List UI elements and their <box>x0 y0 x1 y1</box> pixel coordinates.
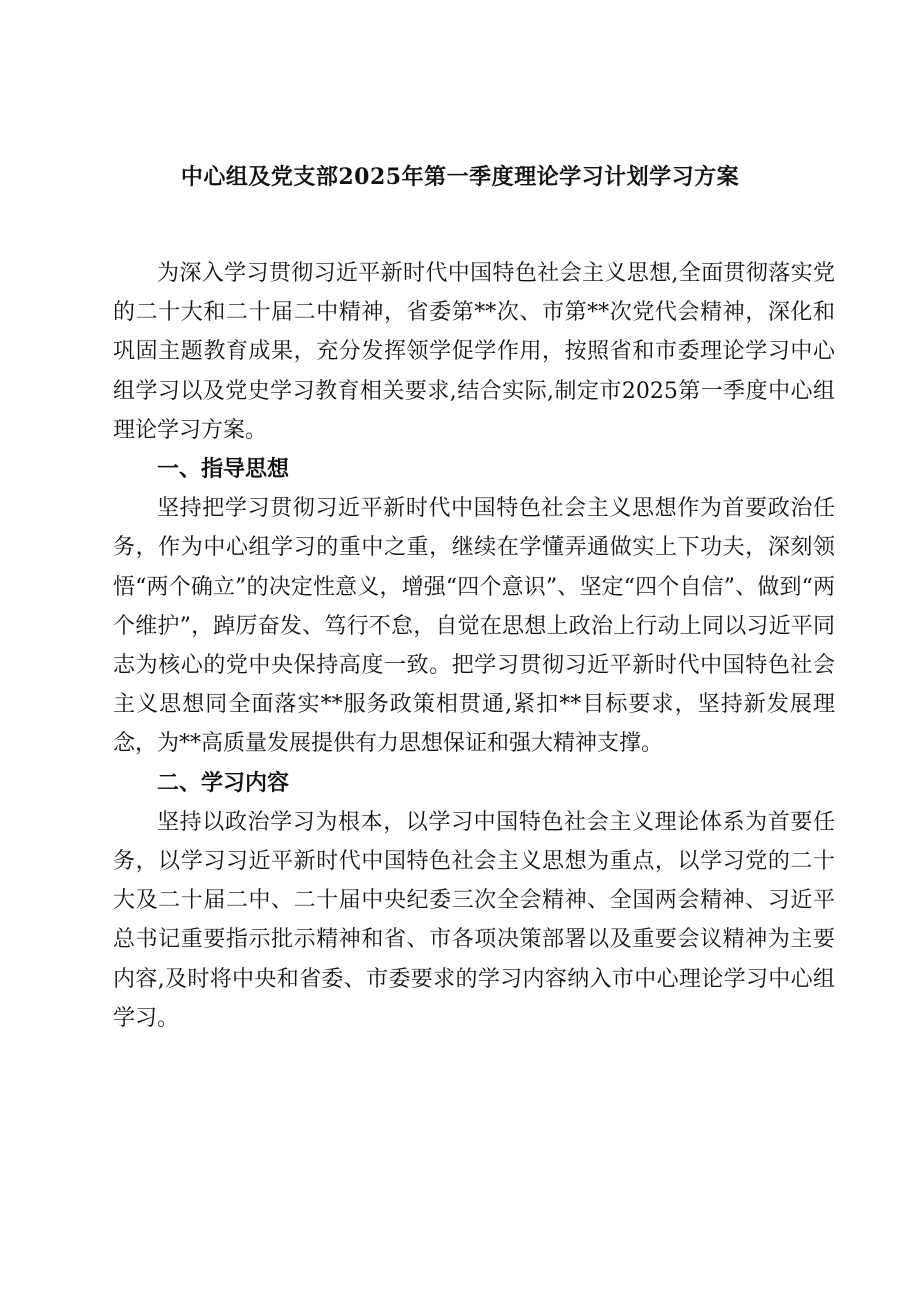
intro-paragraph: 为深入学习贯彻习近平新时代中国特色社会主义思想,全面贯彻落实党的二十大和二十届二中精神，省委第**次、市第**次党代会精神，深化和巩固主题教育成果，充分发挥领学促学作用，按照省和市委理论学习中心组学习以及党史学习教育相关要求,结合实际,制定市2025第一季度中心组理论学习方案。 <box>113 261 835 443</box>
guiding-thought-paragraph: 坚持把学习贯彻习近平新时代中国特色社会主义思想作为首要政治任务，作为中心组学习的重中之重，继续在学懂弄通做实上下功夫，深刻领悟“两个确立”的决定性意义，增强“四个意识”、坚定“四个自信”、做到“两个维护”，踔厉奋发、笃行不怠，自觉在思想上政治上行动上同以习近平同志为核心的党中央保持高度一致。把学习贯彻习近平新时代中国特色社会主义思想同全面落实**服务政策相贯通,紧扣**目标要求，坚持新发展理念，为**高质量发展提供有力思想保证和强大精神支撑。 <box>113 496 835 757</box>
section-heading-guiding-thought: 一、指导思想 <box>157 456 290 483</box>
document-title: 中心组及党支部2025年第一季度理论学习计划学习方案 <box>180 164 740 190</box>
section-heading-study-content: 二、学习内容 <box>157 769 290 796</box>
study-content-paragraph: 坚持以政治学习为根本，以学习中国特色社会主义理论体系为首要任务，以学习习近平新时代中国特色社会主义思想为重点，以学习党的二十大及二十届二中、二十届中央纪委三次全会精神、全国两会精神、习近平总书记重要指示批示精神和省、市各项决策部署以及重要会议精神为主要内容,及时将中央和省委、市委要求的学习内容纳入市中心理论学习中心组学习。 <box>113 809 835 1031</box>
document-body <box>113 254 835 1038</box>
